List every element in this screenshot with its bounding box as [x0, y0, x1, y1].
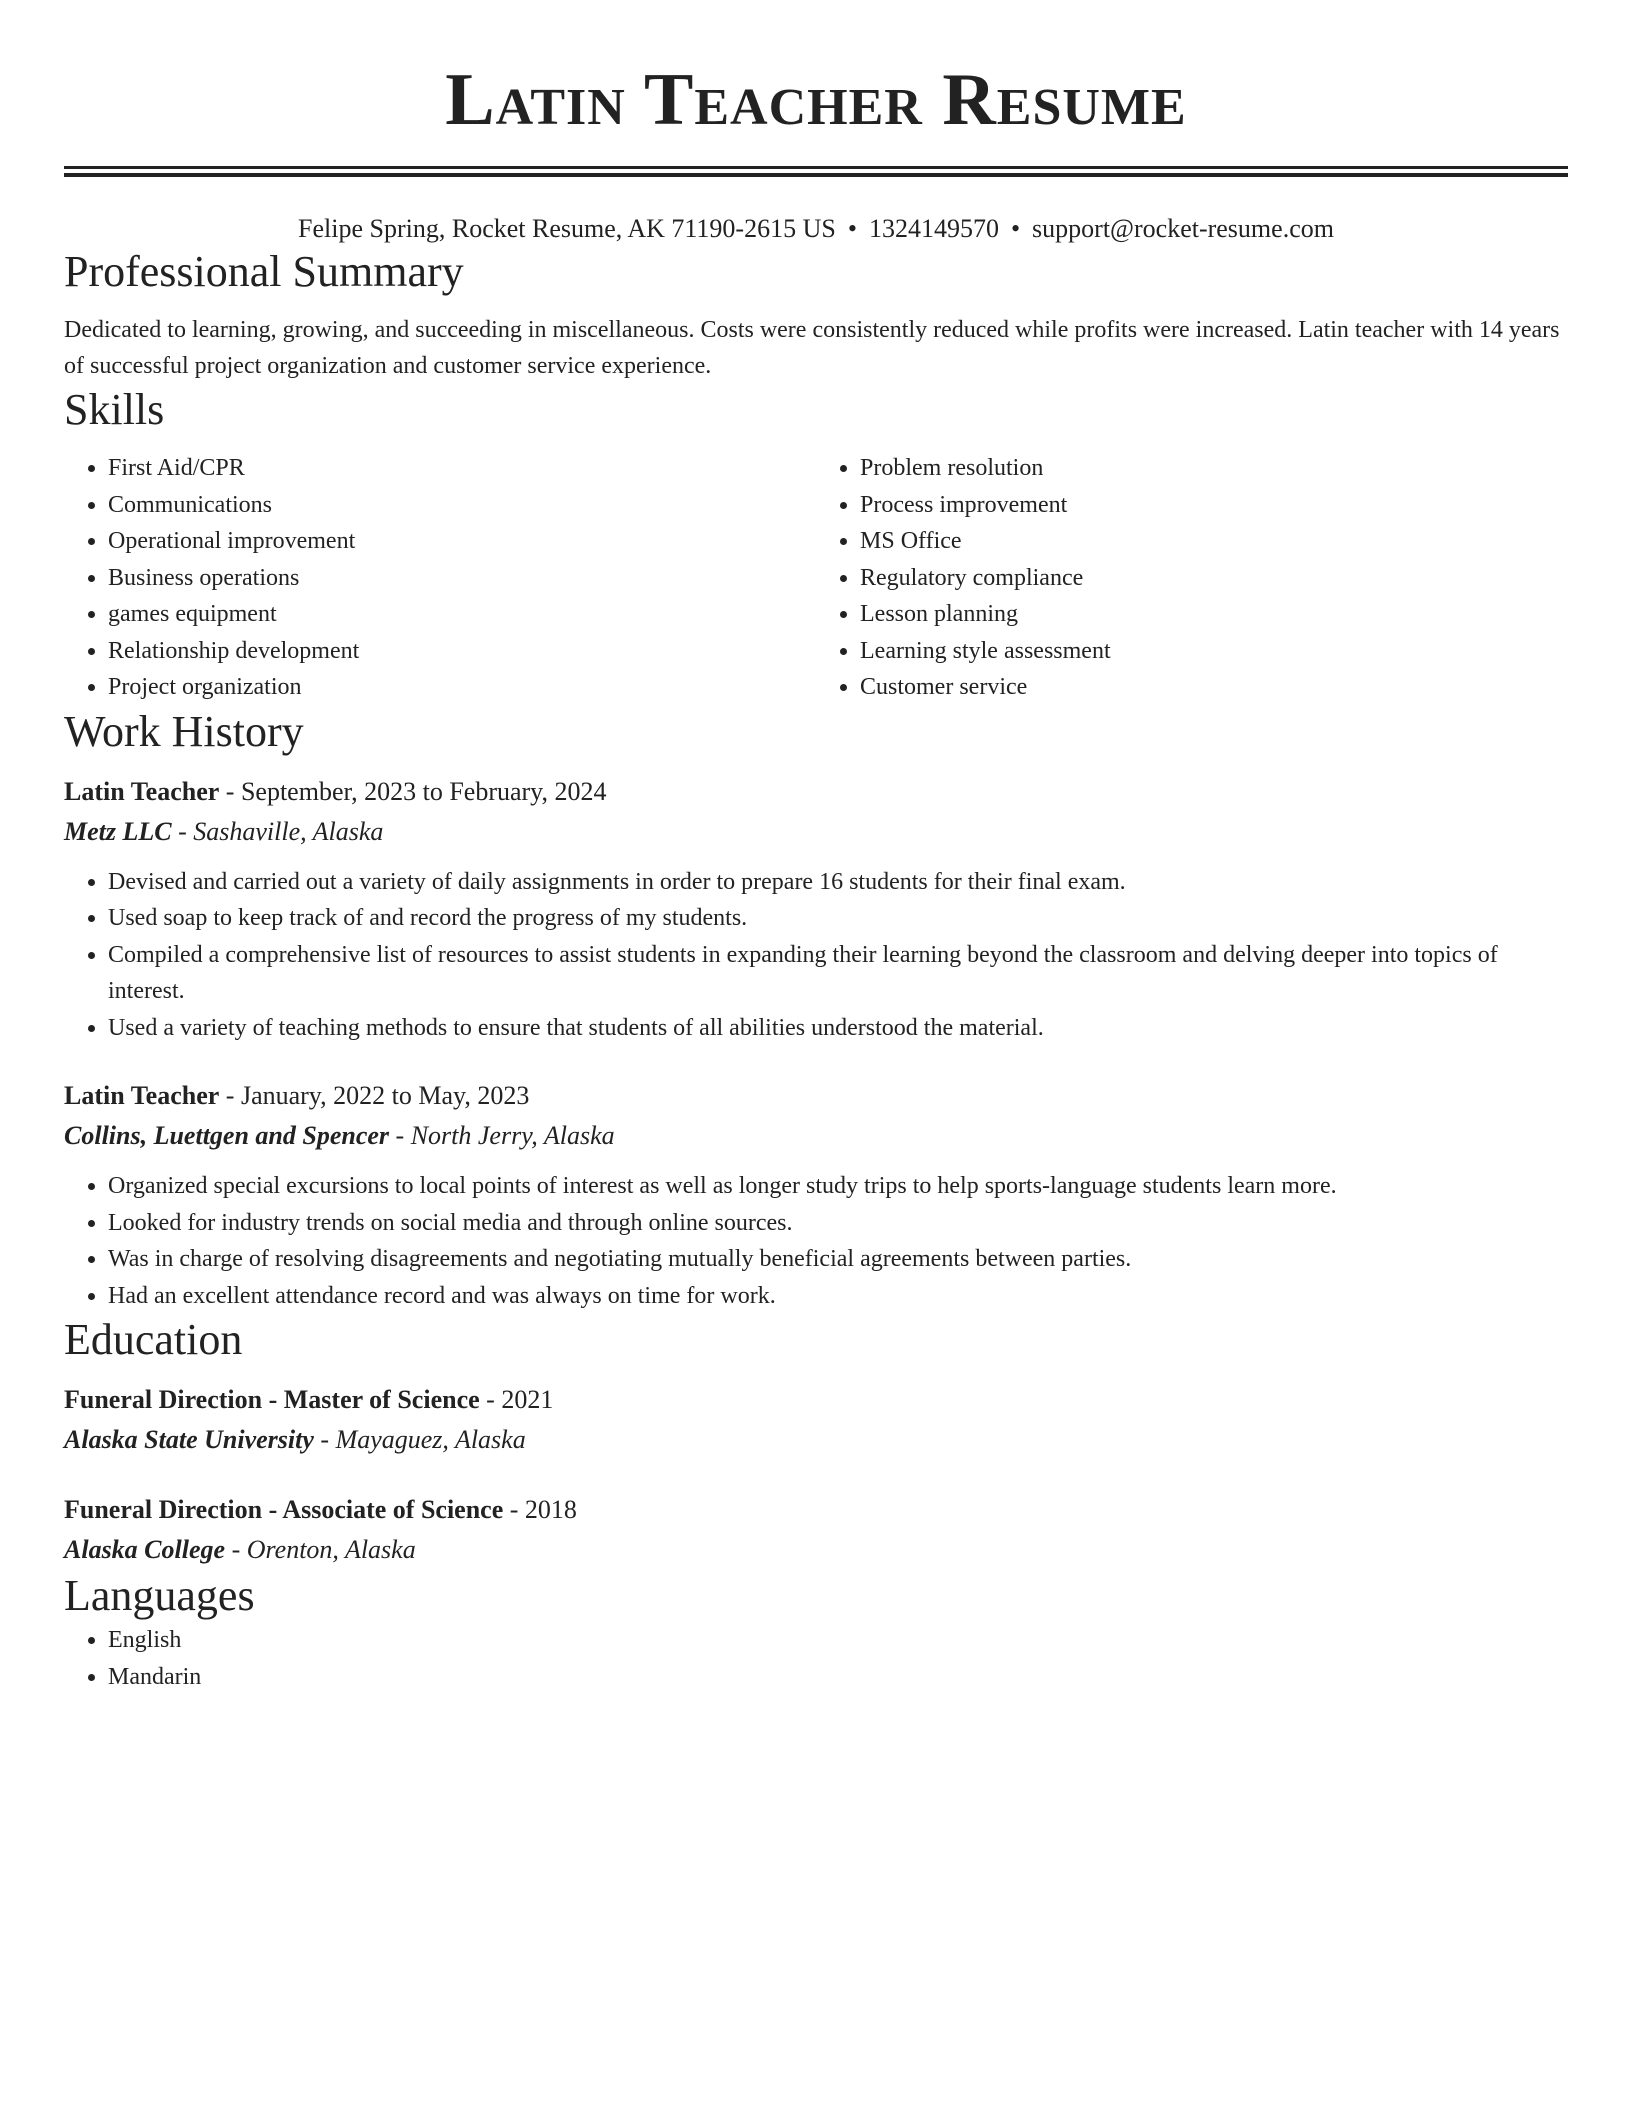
summary-text: Dedicated to learning, growing, and succeeding in miscellaneous. Costs were consistently reduced while profits were increased. Latin teacher with 14 years of successful project organization and customer service experience.: [64, 317, 1560, 379]
skill-item: • Communications: [108, 487, 816, 524]
job-duties: [64, 864, 1568, 1047]
skill-item: • Learning style assessment: [860, 633, 1568, 670]
job-duty: • Organized special excursions to local points of interest as well as longer study trips to help sports-language students learn more.: [108, 1168, 1568, 1205]
job-duty: • Used a variety of teaching methods to ensure that students of all abilities understood the material.: [108, 1010, 1568, 1047]
education-location: - Orenton, Alaska: [225, 1535, 416, 1564]
job-title: Latin Teacher: [64, 1081, 220, 1110]
contact-line: [64, 212, 1568, 246]
skills-list-left: [64, 450, 816, 706]
skill-item: • Project organization: [108, 669, 816, 706]
language-item: • English: [108, 1622, 1568, 1659]
education-school: Alaska State University: [64, 1425, 314, 1454]
education-school-line: [64, 1530, 1568, 1570]
contact-address: Felipe Spring, Rocket Resume, AK 71190-2615 US: [298, 214, 836, 243]
skill-item: • Relationship development: [108, 633, 816, 670]
job-company: Metz LLC: [64, 816, 172, 846]
education-school-line: [64, 1420, 1568, 1460]
skill-item: • First Aid/CPR: [108, 450, 816, 487]
languages-heading: Languages: [64, 1571, 255, 1620]
education-school: Alaska College: [64, 1535, 226, 1564]
skill-item: • Customer service: [860, 669, 1568, 706]
skill-item: • Regulatory compliance: [860, 560, 1568, 597]
skill-item: • Business operations: [108, 560, 816, 597]
education-entry: [64, 1490, 1568, 1570]
education-location: - Mayaguez, Alaska: [313, 1425, 526, 1454]
education-entry: [64, 1380, 1568, 1460]
education-year: - 2021: [479, 1385, 554, 1414]
title-divider: [64, 166, 1568, 177]
skills-columns: [64, 450, 1568, 706]
skills-list-right: [816, 450, 1568, 706]
language-item: • Mandarin: [108, 1659, 1568, 1696]
skill-item: • Problem resolution: [860, 450, 1568, 487]
job-dates: - September, 2023 to February, 2024: [219, 776, 607, 806]
education-heading: Education: [64, 1315, 243, 1364]
education-degree: Funeral Direction - Master of Science: [64, 1385, 480, 1414]
job-dates: - January, 2022 to May, 2023: [219, 1081, 530, 1110]
job-duty: • Had an excellent attendance record and was always on time for work.: [108, 1278, 1568, 1315]
job-duty: • Compiled a comprehensive list of resources to assist students in expanding their learning beyond the classroom and delving deeper into topics of interest.: [108, 937, 1568, 1010]
education-year: - 2018: [503, 1495, 577, 1524]
job-company-line: [64, 1116, 1568, 1156]
summary-heading: Professional Summary: [64, 247, 464, 296]
job-location: - Sashaville, Alaska: [171, 816, 384, 846]
job-entry: [64, 1076, 1568, 1314]
education-degree: Funeral Direction - Associate of Science: [64, 1495, 504, 1524]
work-history-heading: Work History: [64, 706, 304, 756]
job-location: - North Jerry, Alaska: [389, 1121, 615, 1150]
job-title: Latin Teacher: [64, 776, 220, 806]
job-duty: • Devised and carried out a variety of daily assignments in order to prepare 16 students for their final exam.: [108, 864, 1568, 901]
job-duties: [64, 1168, 1568, 1314]
skills-heading: Skills: [64, 385, 165, 434]
resume-title: Latin Teacher Resume: [445, 59, 1187, 141]
job-duty: • Looked for industry trends on social media and through online sources.: [108, 1205, 1568, 1242]
contact-separator: •: [1010, 214, 1021, 243]
languages-list: [64, 1622, 1568, 1695]
job-title-line: [64, 1076, 1568, 1116]
job-duty: • Was in charge of resolving disagreements and negotiating mutually beneficial agreements between parties.: [108, 1241, 1568, 1278]
job-title-line: [64, 772, 1568, 812]
skill-item: • Process improvement: [860, 487, 1568, 524]
education-degree-line: [64, 1490, 1568, 1530]
skill-item: • games equipment: [108, 596, 816, 633]
skill-item: • MS Office: [860, 523, 1568, 560]
contact-email: support@rocket-resume.com: [1032, 214, 1334, 243]
skill-item: • Operational improvement: [108, 523, 816, 560]
job-company-line: [64, 812, 1568, 852]
job-duty: • Used soap to keep track of and record the progress of my students.: [108, 900, 1568, 937]
contact-separator: •: [847, 214, 857, 243]
education-degree-line: [64, 1380, 1568, 1420]
job-entry: [64, 772, 1568, 1047]
job-company: Collins, Luettgen and Spencer: [64, 1121, 390, 1150]
skill-item: • Lesson planning: [860, 596, 1568, 633]
contact-phone: 1324149570: [868, 214, 999, 243]
